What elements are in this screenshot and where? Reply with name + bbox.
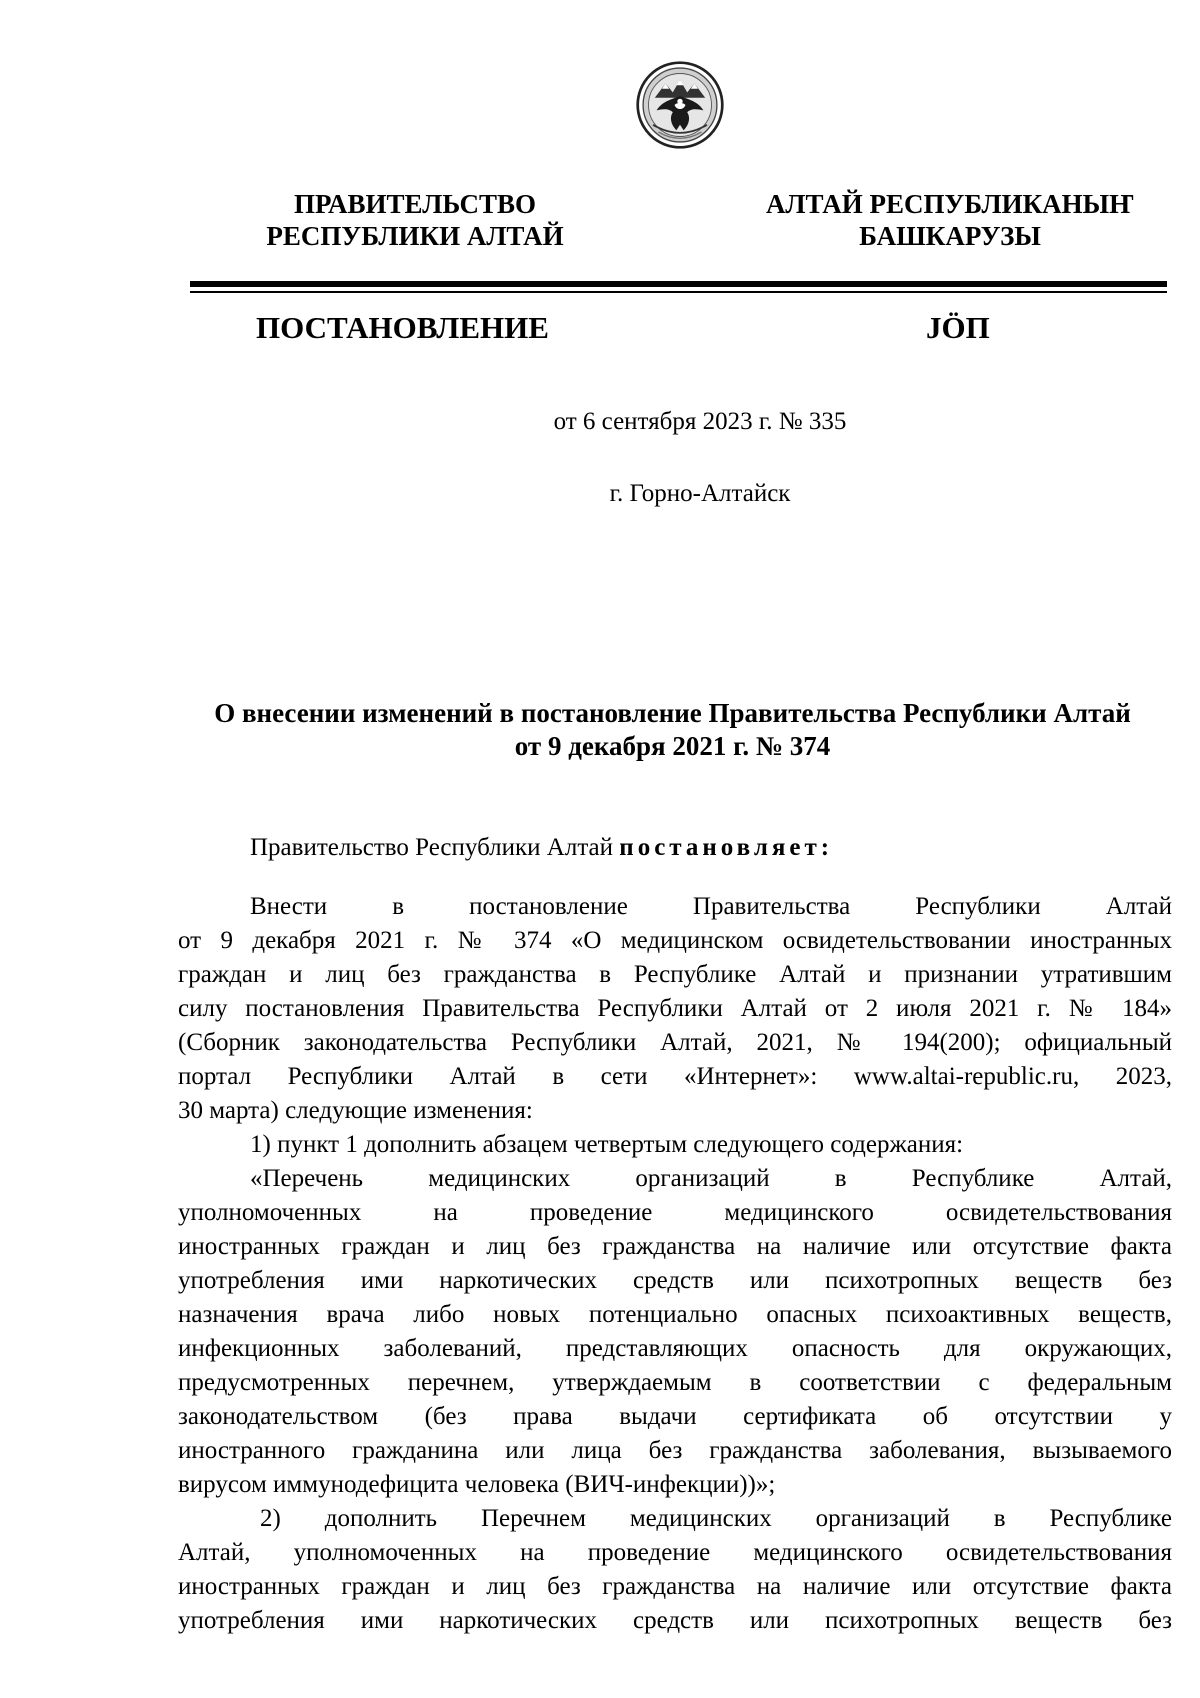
quote-line: «Перечень медицинских организаций в Республике Алтай, [250,1165,1172,1192]
body-line: от 9 декабря 2021 г. № 374 «О медицинском освидетельствовании иностранных [178,927,1172,954]
header-right-line-2: БАШКАРУЗЫ [859,221,1041,251]
header-left-line-1: ПРАВИТЕЛЬСТВО [293,189,537,219]
quote-line: назначения врача либо новых потенциально опасных психоактивных веществ, [178,1301,1172,1328]
body-line: граждан и лиц без гражданства в Республике Алтай и признании утратившим [178,961,1172,988]
body-line: силу постановления Правительства Республики Алтай от 2 июля 2021 г. № 184» [178,995,1172,1022]
preamble-verb: постановляет: [619,834,834,861]
preamble [250,834,833,862]
header-right-line-1: АЛТАЙ РЕСПУБЛИКАНЫҤ [765,189,1135,219]
coat-of-arms-icon [635,60,725,150]
document-title [150,697,1195,763]
body-line: 30 марта) следующие изменения: [178,1097,533,1124]
body-line: Внести в постановление Правительства Республики Алтай [250,893,1172,920]
document-city: г. Горно-Алтайск [609,480,791,507]
quote-line: употребления ими наркотических средств или психотропных веществ без [178,1267,1172,1294]
quote-line: иностранных граждан и лиц без гражданства на наличие или отсутствие факта [178,1233,1172,1260]
document-title-line-2: от 9 декабря 2021 г. № 374 [514,731,831,761]
preamble-text: Правительство Республики Алтай [250,834,620,861]
doc-type-left: ПОСТАНОВЛЕНИЕ [256,310,549,345]
body-line: портал Республики Алтай в сети «Интернет»: www.altai-republic.ru, 2023, [178,1063,1172,1090]
item-2-line: 2) дополнить Перечнем медицинских организаций в Республике [260,1505,1172,1532]
item-2-line: Алтай, уполномоченных на проведение медицинского освидетельствования [178,1539,1172,1566]
header-divider-thin [190,291,1167,293]
quote-line: иностранного гражданина или лица без гражданства заболевания, вызываемого [178,1437,1172,1464]
quote-line: вирусом иммунодефицита человека (ВИЧ-инфекции))»; [178,1471,776,1498]
header-left-line-2: РЕСПУБЛИКИ АЛТАЙ [266,221,564,251]
quote-line: уполномоченных на проведение медицинского освидетельствования [178,1199,1172,1226]
quote-line: инфекционных заболеваний, представляющих опасность для окружающих, [178,1335,1172,1362]
body-line: (Сборник законодательства Республики Алтай, 2021, № 194(200); официальный [178,1029,1172,1056]
header-left [220,188,610,252]
item-2-line: иностранных граждан и лиц без гражданства на наличие или отсутствие факта [178,1573,1172,1600]
item-2-line: употребления ими наркотических средств или психотропных веществ без [178,1607,1172,1634]
document-date-number: от 6 сентября 2023 г. № 335 [553,408,847,435]
document-title-line-1: О внесении изменений в постановление Правительства Республики Алтай [214,698,1131,728]
item-1-intro: 1) пункт 1 дополнить абзацем четвертым следующего содержания: [250,1131,964,1158]
quote-line: законодательством (без права выдачи сертификата об отсутствии у [178,1403,1172,1430]
header-divider-thick [190,281,1167,287]
doc-type-right: JӦП [926,310,990,345]
header-right [740,188,1160,252]
quote-line: предусмотренных перечнем, утверждаемым в соответствии с федеральным [178,1369,1172,1396]
document-body [178,890,1172,1638]
